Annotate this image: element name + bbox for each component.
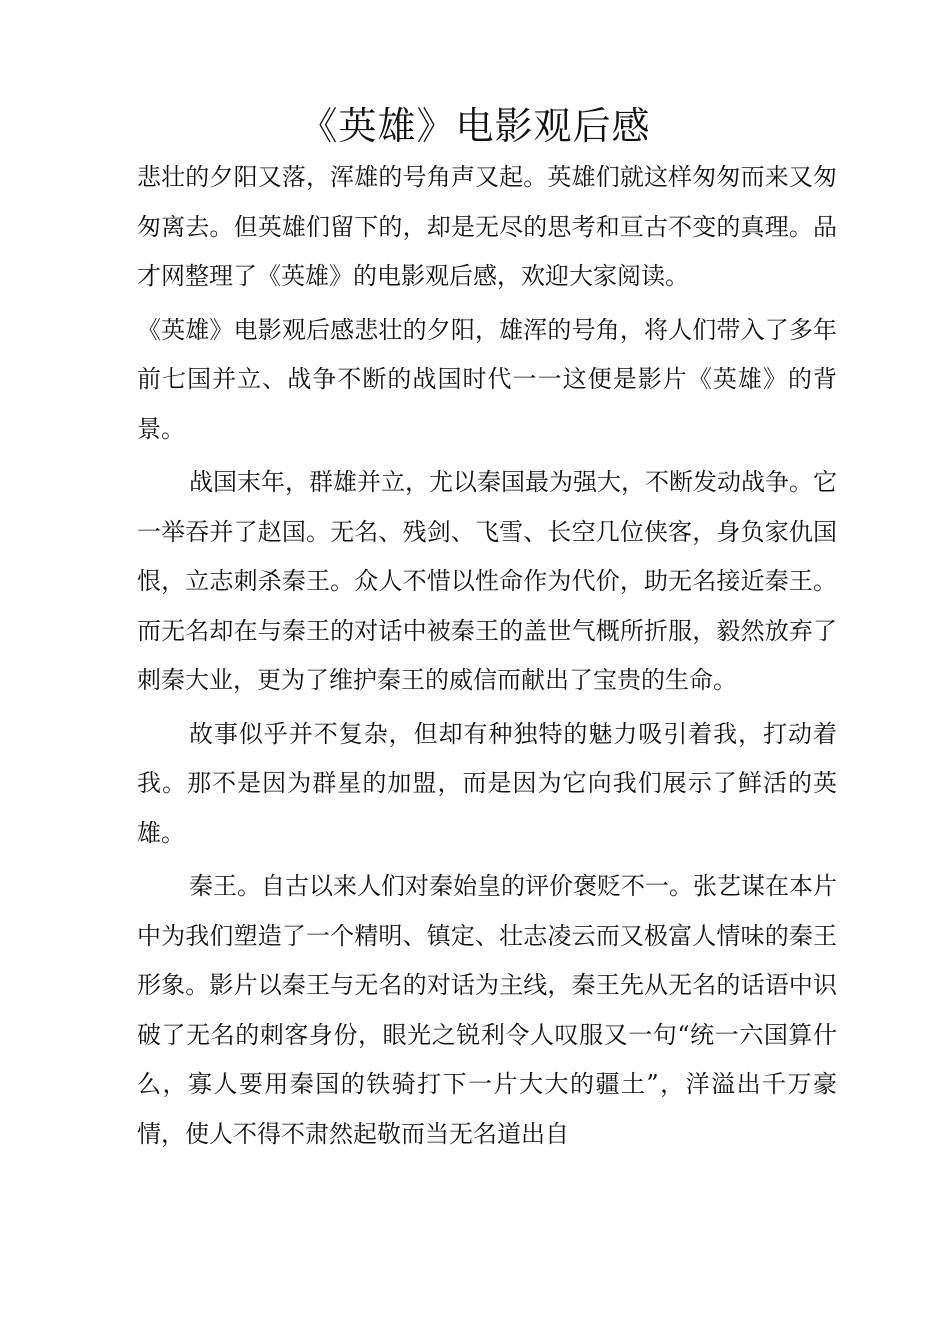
paragraph-story: 故事似乎并不复杂，但却有种独特的魅力吸引着我，打动着我。那不是因为群星的加盟，而是因为它向我们展示了鲜活的英雄。	[137, 719, 837, 847]
paragraph-background: 《英雄》电影观后感悲壮的夕阳，雄浑的号角，将人们带入了多年前七国并立、战争不断的战国时代一一这便是影片《英雄》的背景。	[137, 315, 837, 443]
document-body	[137, 153, 837, 1163]
paragraph-intro: 悲壮的夕阳又落，浑雄的号角声又起。英雄们就这样匆匆而来又匆匆离去。但英雄们留下的，却是无尽的思考和亘古不变的真理。品才网整理了《英雄》的电影观后感，欢迎大家阅读。	[137, 163, 837, 290]
paragraph-qin-king: 秦王。自古以来人们对秦始皇的评价褒贬不一。张艺谋在本片中为我们塑造了一个精明、镇定、壮志凌云而又极富人情味的秦王形象。影片以秦王与无名的对话为主线，秦王先从无名的话语中识破了无名的刺客身份，眼光之锐利令人叹服又一句“统一六国算什么，寡人要用秦国的铁骑打下一片大大的疆土”，洋溢出千万豪情，使人不得不肃然起敬而当无名道出自	[137, 872, 837, 1148]
paragraph-plot: 战国末年，群雄并立，尤以秦国最为强大，不断发动战争。它一举吞并了赵国。无名、残剑、飞雪、长空几位侠客，身负家仇国恨，立志刺杀秦王。众人不惜以性命作为代价，助无名接近秦王。而无名却在与秦王的对话中被秦王的盖世气概所折服，毅然放弃了刺秦大业，更为了维护秦王的威信而献出了宝贵的生命。	[137, 468, 837, 694]
document-title: 《英雄》电影观后感	[299, 104, 651, 148]
